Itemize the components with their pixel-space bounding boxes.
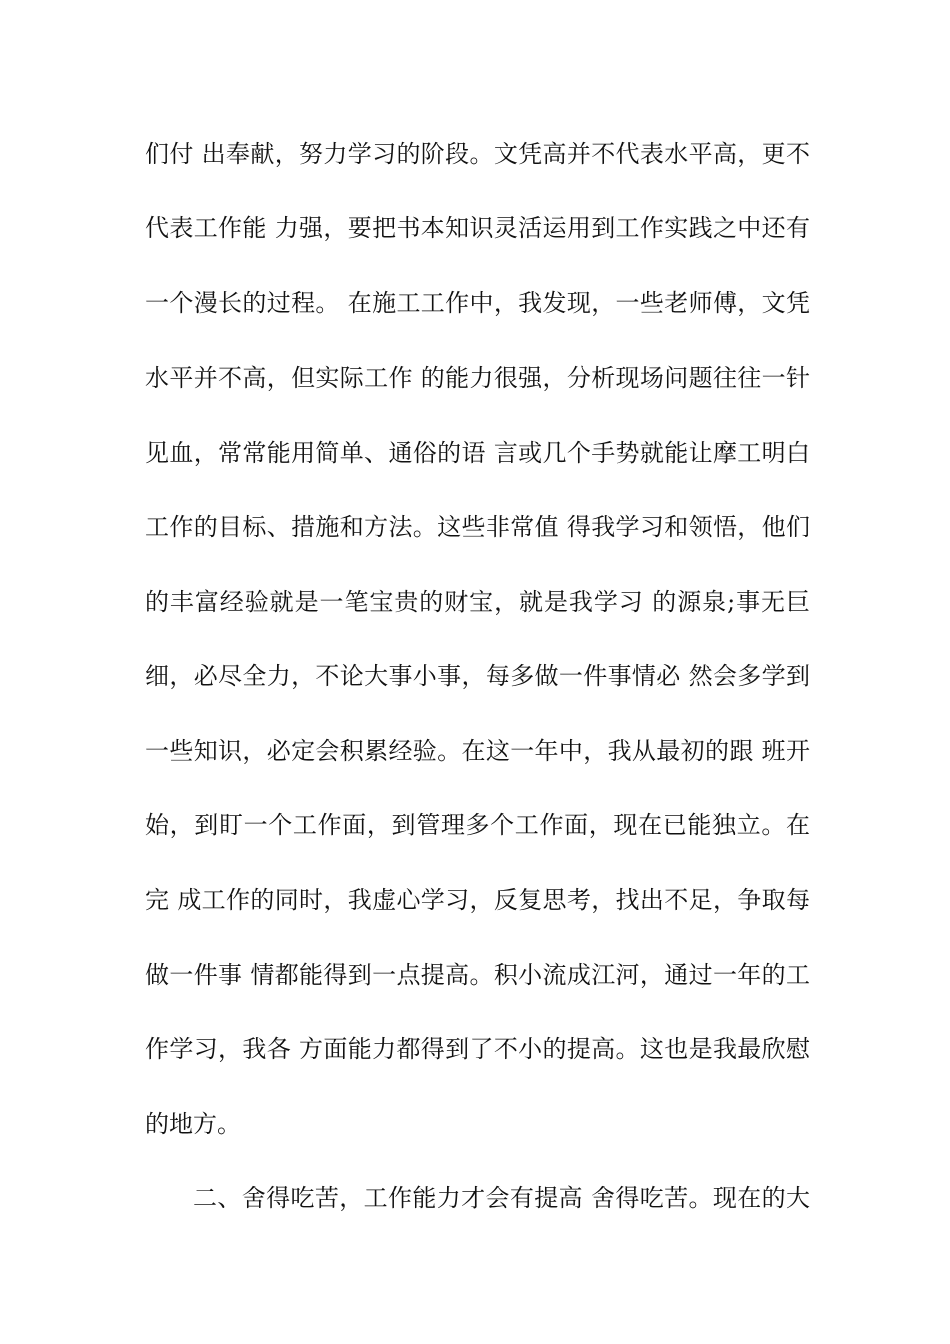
text-line-6: 工作的目标、措施和方法。这些非常值 得我学习和领悟，他们 xyxy=(145,513,810,541)
section-heading-line: 二、舍得吃苦，工作能力才会有提高 舍得吃苦。现在的大 xyxy=(193,1184,810,1212)
text-line-7: 的丰富经验就是一笔宝贵的财宝，就是我学习 的源泉;事无巨 xyxy=(145,588,810,616)
text-line-9: 一些知识，必定会积累经验。在这一年中，我从最初的跟 班开 xyxy=(145,737,810,765)
text-line-1: 们付 出奉献，努力学习的阶段。文凭高并不代表水平高，更不 xyxy=(145,140,810,168)
text-line-12: 做一件事 情都能得到一点提高。积小流成江河，通过一年的工 xyxy=(145,961,810,989)
text-line-13: 作学习，我各 方面能力都得到了不小的提高。这也是我最欣慰 xyxy=(145,1035,810,1063)
text-line-10: 始，到盯一个工作面，到管理多个工作面，现在已能独立。在 xyxy=(145,811,810,839)
text-line-3: 一个漫长的过程。 在施工工作中，我发现，一些老师傅，文凭 xyxy=(145,289,810,317)
text-line-11: 完 成工作的同时，我虚心学习，反复思考，找出不足，争取每 xyxy=(145,886,810,914)
text-line-14: 的地方。 xyxy=(145,1110,241,1138)
text-line-8: 细，必尽全力，不论大事小事，每多做一件事情必 然会多学到 xyxy=(145,662,810,690)
text-line-4: 水平并不高，但实际工作 的能力很强，分析现场问题往往一针 xyxy=(145,364,810,392)
text-line-5: 见血，常常能用简单、通俗的语 言或几个手势就能让摩工明白 xyxy=(145,439,810,467)
text-line-2: 代表工作能 力强，要把书本知识灵活运用到工作实践之中还有 xyxy=(145,214,810,242)
